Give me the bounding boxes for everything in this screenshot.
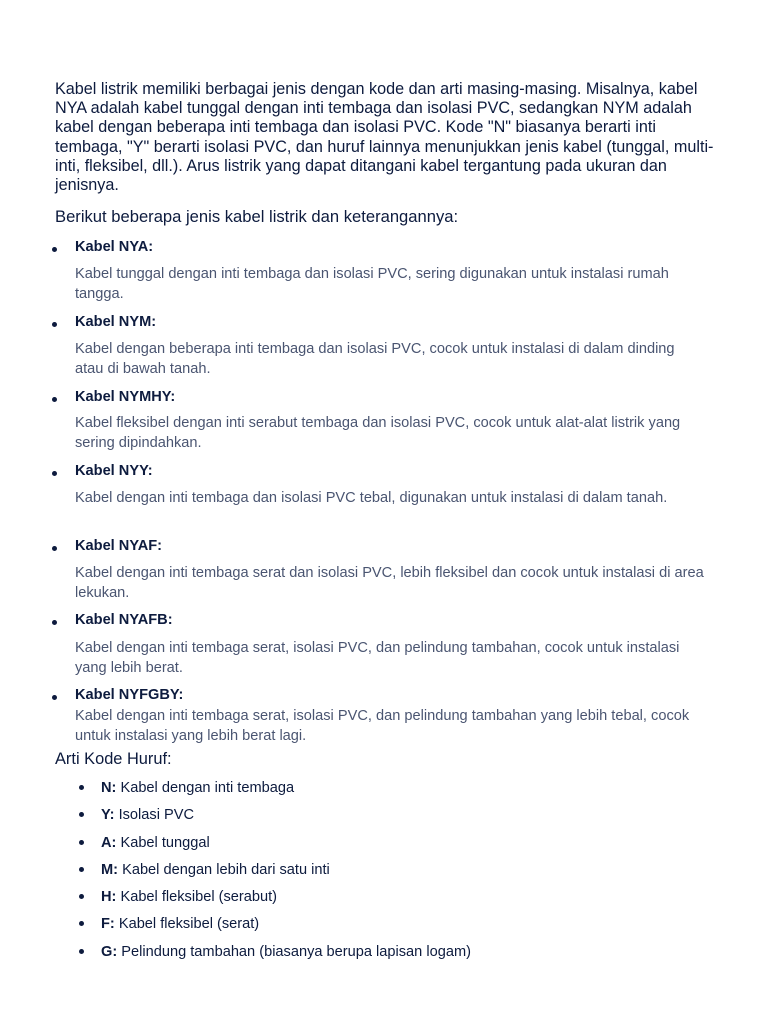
- bullet-icon: [79, 867, 84, 872]
- code-line: [101, 915, 259, 933]
- cable-description: Kabel tunggal dengan inti tembaga dan isolasi PVC, sering digunakan untuk instalasi rumah tangga.: [75, 266, 669, 302]
- code-letter: M:: [101, 862, 119, 878]
- code-line: [101, 806, 194, 824]
- cable-description: Kabel dengan inti tembaga serat, isolasi PVC, dan pelindung tambahan yang lebih tebal, cocok untuk instalasi yang lebih berat lagi.: [75, 708, 690, 744]
- cable-name: Kabel NYMHY:: [75, 389, 176, 405]
- code-line: [101, 861, 330, 879]
- code-meaning: Kabel fleksibel (serabut): [120, 889, 278, 905]
- code-letter: A:: [101, 835, 117, 851]
- cable-description: Kabel fleksibel dengan inti serabut tembaga dan isolasi PVC, cocok untuk alat-alat listrik yang sering dipindahkan.: [75, 415, 681, 451]
- cable-name: Kabel NYFGBY:: [75, 687, 184, 703]
- bullet-icon: [52, 546, 57, 551]
- cable-description: Kabel dengan inti tembaga serat, isolasi PVC, dan pelindung tambahan, cocok untuk instalasi yang lebih berat.: [75, 640, 680, 676]
- cable-name: Kabel NYY:: [75, 463, 153, 479]
- code-meaning: Kabel tunggal: [120, 835, 210, 851]
- code-item-f: [0, 915, 768, 933]
- bullet-icon: [52, 620, 57, 625]
- cable-name: Kabel NYAFB:: [75, 612, 173, 628]
- code-line: [101, 834, 210, 852]
- bullet-icon: [79, 812, 84, 817]
- bullet-icon: [52, 247, 57, 252]
- bullet-icon: [79, 785, 84, 790]
- code-item-g: [0, 943, 768, 961]
- cable-description: Kabel dengan beberapa inti tembaga dan isolasi PVC, cocok untuk instalasi di dalam dinding atau di bawah tanah.: [75, 341, 675, 377]
- bullet-icon: [79, 894, 84, 899]
- code-meaning: Isolasi PVC: [118, 807, 195, 823]
- code-line: [101, 888, 277, 906]
- cable-name: Kabel NYM:: [75, 314, 157, 330]
- cable-name: Kabel NYAF:: [75, 538, 163, 554]
- code-item-n: [0, 779, 768, 797]
- cable-name: Kabel NYA:: [75, 239, 154, 255]
- code-meaning: Kabel dengan lebih dari satu inti: [122, 862, 330, 878]
- code-item-y: [0, 806, 768, 824]
- bullet-icon: [79, 949, 84, 954]
- bullet-icon: [52, 471, 57, 476]
- code-letter: F:: [101, 916, 115, 932]
- code-letter: Y:: [101, 807, 115, 823]
- code-line: [101, 779, 294, 797]
- bullet-icon: [52, 322, 57, 327]
- codes-heading: Arti Kode Huruf:: [55, 750, 172, 768]
- cable-list-heading: Berikut beberapa jenis kabel listrik dan keterangannya:: [55, 207, 459, 226]
- bullet-icon: [52, 397, 57, 402]
- code-letter: G:: [101, 944, 118, 960]
- code-meaning: Kabel dengan inti tembaga: [120, 780, 295, 796]
- cable-description: Kabel dengan inti tembaga serat dan isolasi PVC, lebih fleksibel dan cocok untuk instalasi di area lekukan.: [75, 565, 704, 601]
- code-meaning: Pelindung tambahan (biasanya berupa lapisan logam): [121, 944, 471, 960]
- bullet-icon: [79, 840, 84, 845]
- cable-description: Kabel dengan inti tembaga dan isolasi PVC tebal, digunakan untuk instalasi di dalam tanah.: [75, 490, 668, 506]
- code-item-m: [0, 861, 768, 879]
- code-letter: N:: [101, 780, 117, 796]
- code-item-h: [0, 888, 768, 906]
- code-meaning: Kabel fleksibel (serat): [118, 916, 260, 932]
- intro-paragraph: Kabel listrik memiliki berbagai jenis dengan kode dan arti masing-masing. Misalnya, kabel NYA adalah kabel tunggal dengan inti tembaga dan isolasi PVC, sedangkan NYM adalah kabel dengan beberapa inti tembaga dan isolasi PVC. Kode "N" biasanya berarti inti tembaga, "Y" berarti isolasi PVC, dan huruf lainnya menunjukkan jenis kabel (tunggal, multi-inti, fleksibel, dll.). Arus listrik yang dapat ditangani kabel tergantung pada ukuran dan jenisnya.: [55, 80, 714, 195]
- bullet-icon: [79, 921, 84, 926]
- code-letter: H:: [101, 889, 117, 905]
- code-item-a: [0, 834, 768, 852]
- bullet-icon: [52, 695, 57, 700]
- code-line: [101, 943, 471, 961]
